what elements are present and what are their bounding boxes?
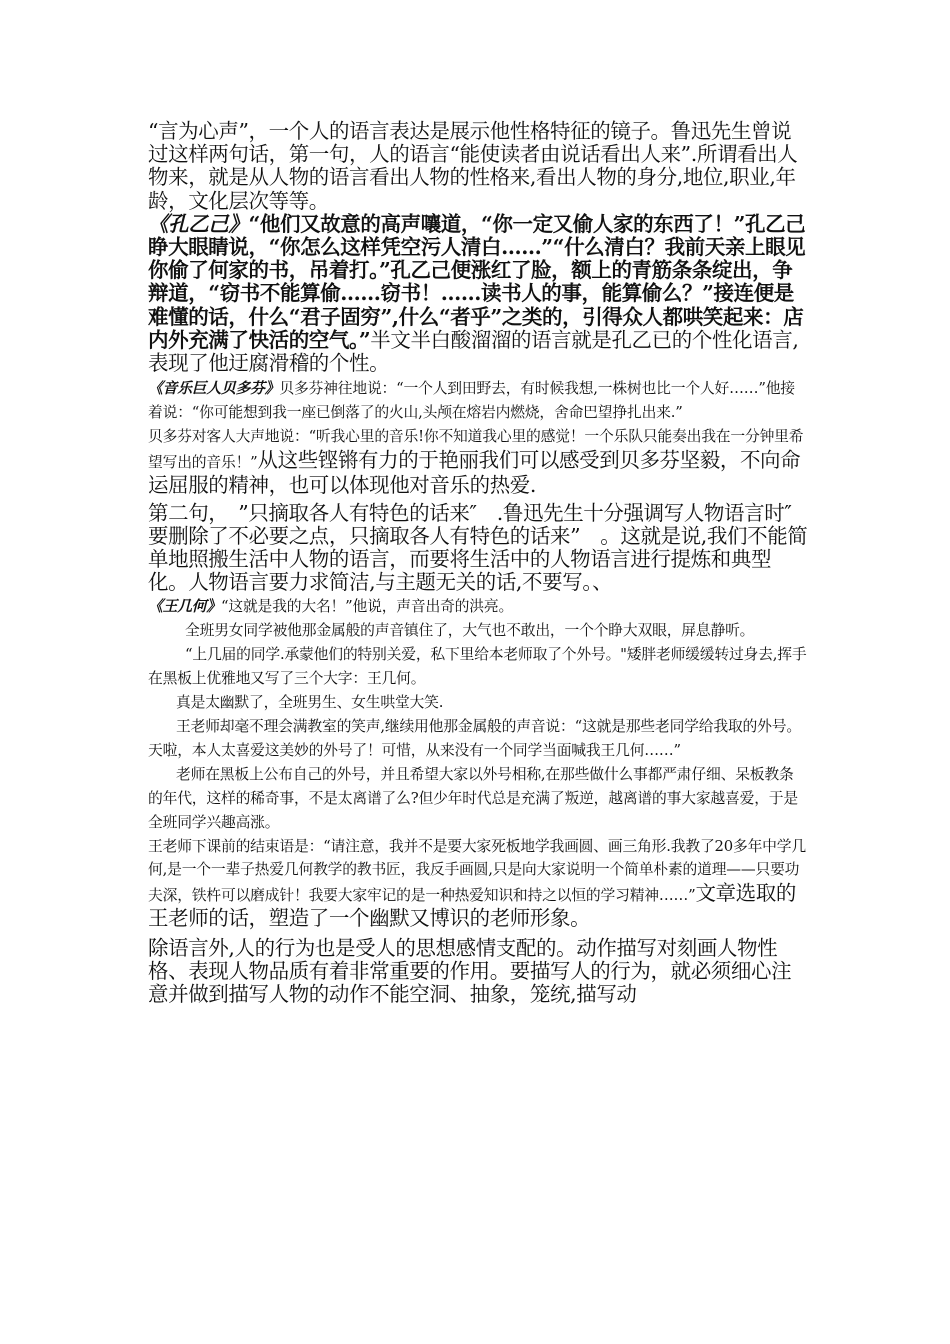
kongyiji-paragraph [148, 213, 808, 375]
beethoven-paragraph [148, 377, 808, 425]
wangjihe-teacher-speech: 王老师却毫不理会满教室的笑声,继续用他那金属般的声音说：“这就是那些老同学给我取的外号。天啦，本人太喜爱这美妙的外号了！可惜，从来没有一个同学当面喊我王几何……” [148, 717, 801, 759]
beethoven-quote-2: 贝多芬对客人大声地说：“听我心里的音乐!你不知道我心里的感觉！一个乐队只能奏出我在一分钟里希望写出的音乐！” [148, 428, 804, 471]
document-page [148, 120, 808, 1006]
wangjihe-paragraph [148, 595, 808, 619]
wangjihe-closing-paragraph [148, 835, 808, 933]
kongyiji-quote: “他们又故意的高声嚷道，“你一定又偷人家的东西了！”孔乙己睁大眼睛说，“你怎么这样凭空污人清白……”“什么清白？我前天亲上眼见你偷了何家的书，吊着打。”孔乙己便涨红了脸，额上的青筋条条绽出，争辩道，“窃书不能算偷……窃书！……读书人的事，能算偷么？”接连便是难懂的话，什么“君子固穷”,什么“者乎”之类的，引得众人都哄笑起来：店内外充满了快活的空气。” [148, 211, 806, 352]
wangjihe-comment: 文章选取的王老师的话，塑造了一个幽默又博识的老师形象。 [148, 880, 796, 931]
kongyiji-title: 《孔乙己》 [148, 211, 249, 236]
beethoven-comment: 从这些铿锵有力的于艳丽我们可以感受到贝多芬坚毅，不向命运屈服的精神，也可以体现他对音乐的热爱. [148, 447, 801, 498]
kongyiji-comment: 半文半白酸溜溜的语言就是孔乙已的个性化语言,表现了他迂腐滑稽的个性。 [148, 327, 799, 376]
wangjihe-quote: “这就是我的大名！”他说，声音出奇的洪亮。 [221, 597, 514, 615]
intro-paragraph: “言为心声”，一个人的语言表达是展示他性格特征的镜子。鲁迅先生曾说过这样两句话，第一句，人的语言“能使读者由说话看出人来”.所谓看出人物来，就是从人物的语言看出人物的性格来,看出人物的身分,地位,职业,年龄，文化层次等等。 [148, 119, 798, 213]
wangjihe-nickname: “上几届的同学.承蒙他们的特别关爱，私下里给本老师取了个外号。"矮胖老师缓缓转过身去,挥手在黑板上优雅地又写了三个大字：王几何。 [148, 645, 807, 687]
wangjihe-class-reaction: 全班男女同学被他那金属般的声音镇住了，大气也不敢出，一个个睁大双眼，屏息静听。 [185, 621, 755, 639]
wangjihe-title: 《王几何》 [148, 597, 221, 615]
beethoven-paragraph-2 [148, 425, 808, 500]
second-sentence-paragraph: 第二句， ”只摘取各人有特色的话来″ .鲁迅先生十分强调写人物语言时″要删除了不必要之点，只摘取各人有特色的话来” 。这就是说,我们不能简单地照搬生活中人物的语言，而要将生活中的人物语言进行提炼和典型化。人物语言要力求简洁,与主题无关的话,不要写。、 [148, 500, 808, 595]
beethoven-title: 《音乐巨人贝多芬》 [148, 380, 280, 398]
action-description-paragraph: 除语言外,人的行为也是受人的思想感情支配的。动作描写对刻画人物性格、表现人物品质有着非常重要的作用。要描写人的行为，就必须细心注意并做到描写人物的动作不能空洞、抽象，笼统,描写动 [148, 935, 792, 1006]
wangjihe-laughter: 真是太幽默了，全班男生、女生哄堂大笑. [176, 693, 444, 711]
wangjihe-closing-quote: 王老师下课前的结束语是：“请注意，我并不是要大家死板地学我画圆、画三角形.我教了20多年中学几何,是一个一辈子热爱几何教学的教书匠，我反手画圆,只是向大家说明一个简单朴素的道理——只要功夫深，铁杵可以磨成针！我要大家牢记的是一种热爱知识和持之以恒的学习精神……” [148, 837, 806, 904]
wangjihe-era-comment: 老师在黑板上公布自己的外号，并且希望大家以外号相称,在那些做什么事都严肃仔细、呆板教条的年代，这样的稀奇事，不是太离谱了么?但少年时代总是充满了叛逆，越离谱的事大家越喜爱，于是全班同学兴趣高涨。 [148, 765, 798, 831]
beethoven-quote: 贝多芬神往地说：“一个人到田野去，有时候我想,一株树也比一个人好……”他接着说：“你可能想到我一座已倒落了的火山,头颅在熔岩内燃烧，舍命巴望挣扎出来.” [148, 380, 795, 422]
